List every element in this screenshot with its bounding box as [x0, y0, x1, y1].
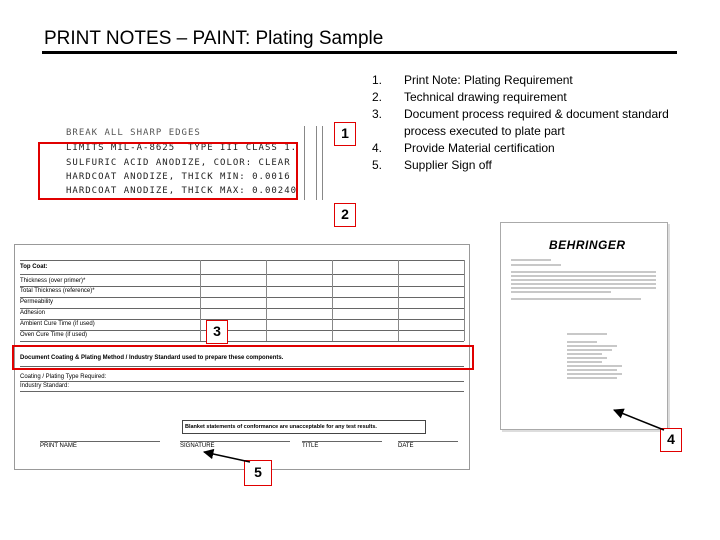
callout-5-arrow — [204, 452, 250, 462]
form-coating-row: Coating / Plating Type Required: — [20, 374, 107, 380]
form-row-label: Total Thickness (reference)* — [20, 288, 95, 294]
note-number: 3. — [372, 107, 383, 121]
drawing-note-line: BREAK ALL SHARP EDGES — [66, 128, 201, 138]
callout-badge-3: 3 — [206, 320, 228, 344]
drawing-note-line: SULFURIC ACID ANODIZE, COLOR: CLEAR — [66, 158, 291, 168]
note-number: 2. — [372, 90, 383, 104]
blanket-statement: Blanket statements of conformance are unacceptable for any test results. — [185, 424, 377, 430]
note-number: 1. — [372, 73, 383, 87]
callout-badge-1: 1 — [334, 122, 356, 146]
signoff-label: PRINT NAME — [40, 443, 77, 449]
form-row-label: Thickness (over primer)* — [20, 278, 86, 284]
note-text: Document process required & document standard process executed to plate part — [404, 107, 669, 138]
form-row-label: Ambient Cure Time (if used) — [20, 321, 95, 327]
note-text: Provide Material certification — [404, 141, 555, 155]
note-number: 4. — [372, 141, 383, 155]
note-text: Technical drawing requirement — [404, 90, 567, 104]
certificate-logo: BEHRINGER — [549, 238, 626, 252]
form-coating-row: Industry Standard: — [20, 383, 70, 389]
signoff-label: DATE — [398, 443, 414, 449]
callout-badge-2: 2 — [334, 203, 356, 227]
drawing-note-line: HARDCOAT ANODIZE, THICK MIN: 0.0016 — [66, 172, 291, 182]
note-text: Supplier Sign off — [404, 158, 492, 172]
form-top-coat-label: Top Coat: — [20, 264, 48, 270]
note-text: Print Note: Plating Requirement — [404, 73, 573, 87]
callout-4-arrow — [614, 410, 664, 430]
form-row-label: Oven Cure Time (if used) — [20, 332, 88, 338]
signoff-label: TITLE — [302, 443, 319, 449]
callout-badge-5: 5 — [244, 460, 272, 486]
note-number: 5. — [372, 158, 383, 172]
drawing-note-line: HARDCOAT ANODIZE, THICK MAX: 0.00240 — [66, 186, 298, 196]
form-coating-header: Document Coating & Plating Method / Industry Standard used to prepare these components. — [20, 355, 284, 361]
form-row-label: Adhesion — [20, 310, 46, 316]
signoff-label: SIGNATURE — [180, 443, 215, 449]
page-title: PRINT NOTES – PAINT: Plating Sample — [44, 28, 384, 49]
callout-badge-4: 4 — [660, 428, 682, 452]
drawing-note-line: LIMITS MIL-A-8625 TYPE III CLASS 1. — [66, 143, 298, 153]
form-row-label: Permeability — [20, 299, 54, 305]
